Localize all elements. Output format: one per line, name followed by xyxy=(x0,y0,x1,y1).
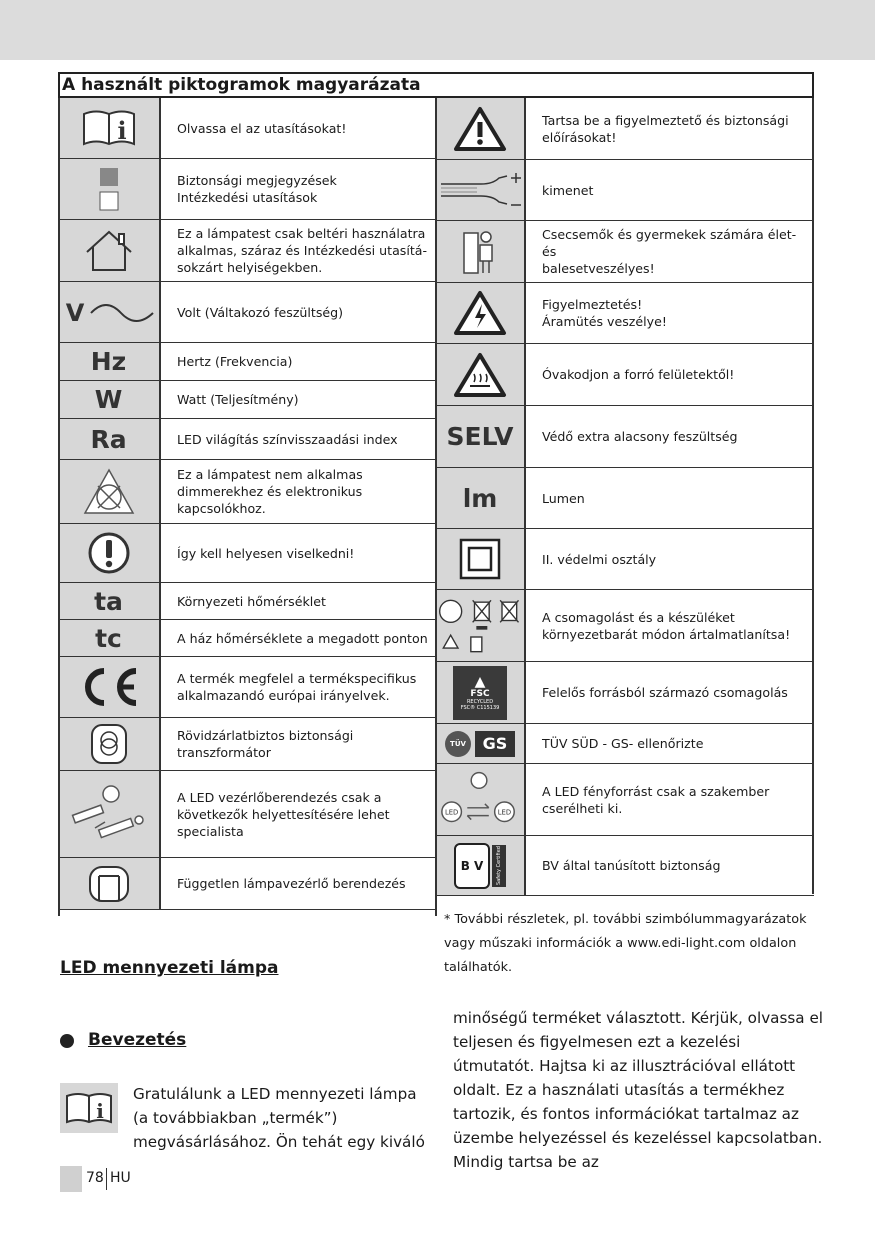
square-markers-icon xyxy=(58,159,159,219)
pictogram-description xyxy=(526,98,814,159)
pictogram-description xyxy=(526,468,814,528)
center-divider xyxy=(435,98,437,916)
pictogram-description xyxy=(161,583,436,619)
pictogram-row xyxy=(436,283,814,344)
lumen-icon xyxy=(436,468,524,528)
svg-text:LED: LED xyxy=(444,808,459,817)
subsection-title: Bevezetés xyxy=(88,1030,187,1050)
pictogram-description xyxy=(161,343,436,380)
fsc-code: FSC® C115139 xyxy=(460,704,500,711)
pictogram-text: Olvassa el az utasításokat! xyxy=(177,120,347,136)
pictogram-description xyxy=(161,282,436,342)
pictogram-description xyxy=(526,529,814,589)
pictogram-description xyxy=(526,406,814,467)
pictogram-row xyxy=(58,771,436,858)
pictogram-row xyxy=(58,220,436,282)
pictogram-symbol: ta xyxy=(94,586,123,616)
gs-badge: GS xyxy=(475,731,515,757)
electric-shock-icon xyxy=(436,283,524,343)
pictogram-symbol: W xyxy=(94,385,123,414)
tc-icon xyxy=(58,620,159,656)
pictogram-description xyxy=(526,283,814,343)
pictogram-text: Ez a lámpatest csak beltéri használatra alkalmas, száraz és Intézkedési utasítá- sokzárt helyiségekben. xyxy=(177,226,428,275)
intro-right-text: minőségű terméket választott. Kérjük, olvassa el teljesen és figyelmesen ezt a kezelési útmutatót. Hajtsa ki az illusztrációval ellátott oldalt. Ez a használati utasítás a termékhez tartozik, és fontos információkat tartalmaz az üzembe helyezéssel és kezeléssel kapcsolatban. Mindig tartsa be az xyxy=(453,1009,824,1171)
pictogram-text: BV által tanúsított biztonság xyxy=(542,858,721,873)
pictogram-text: Biztonsági megjegyzések Intézkedési utasítások xyxy=(177,173,337,205)
pictogram-description xyxy=(161,220,436,281)
hertz-icon xyxy=(58,343,159,380)
pictogram-symbol: Hz xyxy=(90,347,127,376)
pictogram-description xyxy=(161,159,436,219)
pictogram-row xyxy=(436,529,814,590)
pictogram-text: Ez a lámpatest nem alkalmas dimmerekhez és elektronikus kapcsolókhoz. xyxy=(177,467,363,516)
pictogram-text: Figyelmeztetés! Áramütés veszélye! xyxy=(542,297,667,329)
bv-badge: B V xyxy=(454,843,490,889)
pictogram-text: Óvakodjon a forró felületektől! xyxy=(542,367,735,382)
pictogram-row xyxy=(58,159,436,220)
pictogram-text: Csecsemők és gyermekek számára élet-és balesetveszélyes! xyxy=(542,227,797,276)
transformer-icon xyxy=(58,718,159,770)
pictogram-text: Watt (Teljesítmény) xyxy=(177,392,299,407)
table-title: A használt piktogramok magyarázata xyxy=(58,72,814,98)
pictogram-text: A termék megfelel a termékspecifikus alkalmazandó európai irányelvek. xyxy=(177,671,417,703)
page-marker xyxy=(60,1166,82,1192)
left-border xyxy=(58,98,60,916)
pictogram-row xyxy=(436,836,814,896)
ra-icon xyxy=(58,419,159,459)
pictogram-row xyxy=(58,343,436,381)
pictogram-row xyxy=(436,98,814,160)
book-info-icon xyxy=(60,1083,118,1133)
page-separator xyxy=(106,1168,107,1190)
pictogram-description xyxy=(526,221,814,282)
pictogram-description xyxy=(161,98,436,158)
pictogram-text: LED világítás színvisszaadási index xyxy=(177,431,398,447)
exclamation-circle-icon xyxy=(58,524,159,582)
watt-icon xyxy=(58,381,159,418)
selv-icon xyxy=(436,406,524,467)
pictogram-description xyxy=(161,460,436,523)
svg-text:LED: LED xyxy=(497,808,512,817)
pictogram-description xyxy=(526,160,814,220)
pictogram-description xyxy=(526,764,814,835)
pictogram-row xyxy=(58,282,436,343)
top-banner xyxy=(0,0,875,60)
pictogram-text: Lumen xyxy=(542,490,585,506)
recycling-icon xyxy=(436,590,524,661)
pictogram-text: II. védelmi osztály xyxy=(542,551,657,567)
tuv-gs-icon xyxy=(436,724,524,763)
class-two-icon xyxy=(436,529,524,589)
pictogram-description xyxy=(161,524,436,582)
pictogram-description xyxy=(526,836,814,895)
pictogram-description xyxy=(161,858,436,909)
pictogram-text: Rövidzárlatbiztos biztonsági transzformátor xyxy=(177,728,354,760)
pictogram-row xyxy=(436,764,814,836)
page-number: 78 xyxy=(86,1170,104,1186)
svg-text:i: i xyxy=(116,116,127,145)
warning-triangle-icon xyxy=(436,98,524,159)
pictogram-row xyxy=(436,344,814,406)
ce-icon xyxy=(58,657,159,717)
pictogram-description xyxy=(526,344,814,405)
svg-text:V: V xyxy=(65,299,84,327)
hot-surface-icon xyxy=(436,344,524,405)
pictogram-row xyxy=(436,590,814,662)
pictogram-row xyxy=(58,419,436,460)
pictogram-row xyxy=(436,221,814,283)
pictogram-row xyxy=(436,468,814,529)
pictogram-row xyxy=(436,406,814,468)
house-icon xyxy=(58,220,159,281)
pictogram-text: Független lámpavezérlő berendezés xyxy=(177,876,406,891)
pictogram-description xyxy=(526,662,814,723)
pictogram-description xyxy=(161,771,436,857)
pictogram-text: kimenet xyxy=(542,182,594,198)
pictogram-text: Tartsa be a figyelmeztető és biztonsági előírásokat! xyxy=(542,112,789,145)
pictogram-row xyxy=(58,460,436,524)
pictogram-text: TÜV SÜD - GS- ellenőrizte xyxy=(542,736,704,751)
no-dimmer-icon xyxy=(58,460,159,523)
page-language: HU xyxy=(110,1170,131,1186)
right-border xyxy=(812,98,814,894)
pictogram-row xyxy=(436,662,814,724)
intro-left-text: Gratulálunk a LED mennyezeti lámpa (a továbbiakban „termék”) megvásárlásához. Ön tehát egy kiváló xyxy=(133,1085,425,1151)
fsc-recycled: RECYCLED xyxy=(466,698,494,705)
pictogram-description xyxy=(161,419,436,459)
pictogram-description xyxy=(161,718,436,770)
fsc-label: FSC xyxy=(470,688,490,699)
pictogram-row xyxy=(58,381,436,419)
pictogram-row xyxy=(436,160,814,221)
child-danger-icon xyxy=(436,221,524,282)
ta-icon xyxy=(58,583,159,619)
pictogram-text: Védő extra alacsony feszültség xyxy=(542,429,738,444)
pictogram-text: A csomagolást és a készüléket környezetbarát módon ártalmatlanítsa! xyxy=(542,609,791,642)
led-driver-replace-icon xyxy=(58,771,159,857)
pictogram-text: Így kell helyesen viselkedni! xyxy=(177,545,355,561)
footnote: * További részletek, pl. további szimbólummagyarázatok vagy műszaki információk a www.edi-light.com oldalon találhatók. xyxy=(444,912,807,975)
bv-icon xyxy=(436,836,524,895)
pictogram-text: Hertz (Frekvencia) xyxy=(177,354,293,369)
book-info-icon xyxy=(58,98,159,158)
pictogram-text: A LED fényforrást csak a szakember cserélheti ki. xyxy=(542,783,770,816)
led-replace-icon xyxy=(436,764,524,835)
pictogram-symbol: SELV xyxy=(446,422,514,451)
pictogram-text: Környezeti hőmérséklet xyxy=(177,593,326,609)
pictogram-text: A LED vezérlőberendezés csak a következők helyettesítésére lehet specialista xyxy=(177,789,390,839)
pictogram-text: A ház hőmérséklete a megadott ponton xyxy=(177,630,428,646)
pictogram-symbol: tc xyxy=(95,623,122,653)
fsc-tree-icon: ▲ xyxy=(474,673,486,690)
pictogram-row xyxy=(58,718,436,771)
tuv-badge: TÜV xyxy=(445,731,471,757)
bv-side-label: Safety Certified xyxy=(492,845,506,887)
pictogram-row xyxy=(58,524,436,583)
pictogram-row xyxy=(58,98,436,159)
section-title: LED mennyezeti lámpa xyxy=(60,958,279,978)
pictogram-row xyxy=(58,858,436,910)
pictogram-row xyxy=(436,724,814,764)
pictogram-row xyxy=(58,583,436,620)
svg-text:i: i xyxy=(96,1099,104,1123)
pictogram-table xyxy=(58,72,814,916)
control-gear-icon xyxy=(58,858,159,909)
pictogram-symbol: Ra xyxy=(90,424,127,454)
pictogram-description xyxy=(526,590,814,661)
pictogram-text: Volt (Váltakozó feszültség) xyxy=(177,304,344,320)
pictogram-symbol: lm xyxy=(462,483,498,513)
pictogram-description xyxy=(161,620,436,656)
bullet-icon xyxy=(60,1034,74,1048)
volt-ac-icon xyxy=(58,282,159,342)
pictogram-description xyxy=(526,724,814,763)
fsc-icon xyxy=(436,662,524,723)
pictogram-row xyxy=(58,620,436,657)
pictogram-row xyxy=(58,657,436,718)
pictogram-description xyxy=(161,381,436,418)
pictogram-text: Felelős forrásból származó csomagolás xyxy=(542,685,788,700)
output-wires-icon xyxy=(436,160,524,220)
pictogram-description xyxy=(161,657,436,717)
